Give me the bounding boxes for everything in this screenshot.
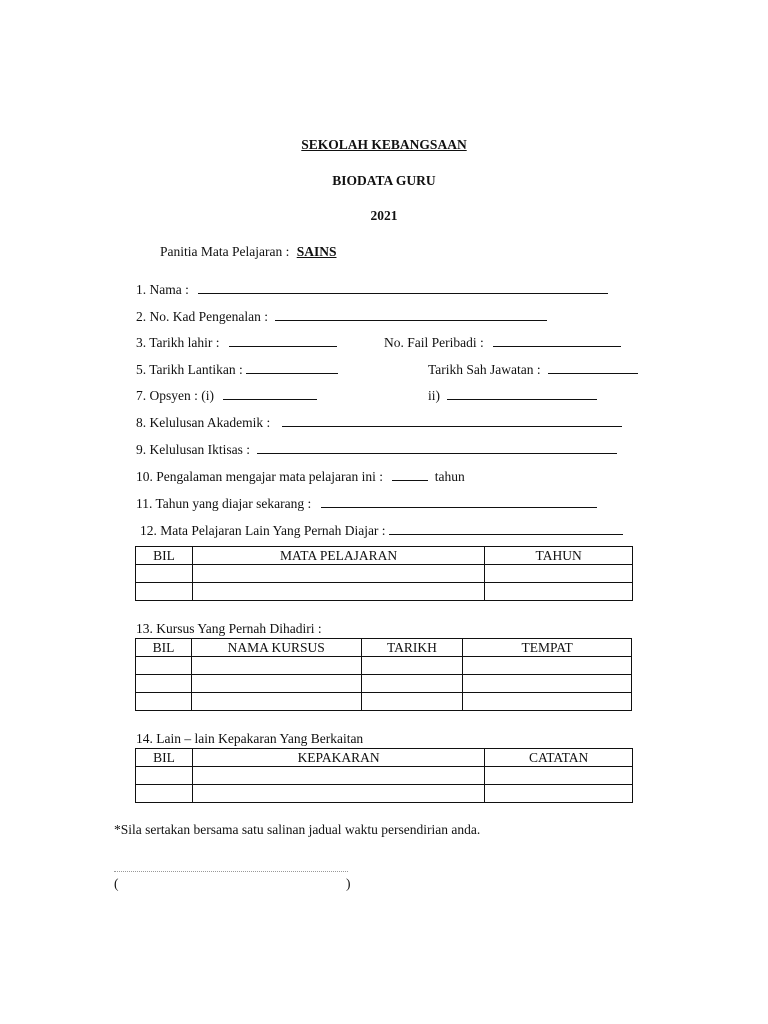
- field-file-input[interactable]: [493, 333, 621, 347]
- table-cell[interactable]: [136, 785, 193, 803]
- table-cell[interactable]: [136, 675, 192, 693]
- field-professional: [136, 440, 617, 458]
- field-ic-label: 2. No. Kad Pengenalan :: [136, 309, 268, 324]
- panel-label: Panitia Mata Pelajaran :: [160, 244, 290, 259]
- field-file: [384, 333, 621, 351]
- col-header-place: TEMPAT: [463, 639, 632, 657]
- field-experience-unit: tahun: [434, 469, 465, 484]
- table-row: [136, 785, 633, 803]
- table-cell[interactable]: [192, 565, 484, 583]
- table-cell[interactable]: [361, 657, 463, 675]
- field-dob-label: 3. Tarikh lahir :: [136, 335, 220, 350]
- field-current-year-label: 11. Tahun yang diajar sekarang :: [136, 496, 312, 511]
- field-other-subjects-input[interactable]: [389, 521, 623, 535]
- field-name-label: 1. Nama :: [136, 282, 189, 297]
- field-appointment-input[interactable]: [246, 360, 338, 374]
- table-cell[interactable]: [191, 693, 361, 711]
- field-confirm-label: Tarikh Sah Jawatan :: [428, 362, 541, 377]
- table-row: [136, 767, 633, 785]
- field-option-1-label: 7. Opsyen : (i): [136, 388, 214, 403]
- table-cell[interactable]: [485, 767, 633, 785]
- expertise-label: 14. Lain – lain Kepakaran Yang Berkaitan: [136, 731, 364, 746]
- signature-line[interactable]: [114, 870, 348, 872]
- table-cell[interactable]: [136, 565, 193, 583]
- field-appointment: [136, 360, 338, 378]
- table-header-row: [136, 639, 632, 657]
- field-professional-input[interactable]: [257, 440, 617, 454]
- field-dob: [136, 333, 337, 351]
- field-name-input[interactable]: [198, 280, 608, 294]
- table-cell[interactable]: [485, 583, 633, 601]
- field-option-2-input[interactable]: [447, 386, 597, 400]
- field-current-year-input[interactable]: [321, 494, 597, 508]
- col-header-expertise: KEPAKARAN: [192, 749, 484, 767]
- col-header-bil: BIL: [136, 547, 193, 565]
- table-cell[interactable]: [191, 657, 361, 675]
- table-row: [136, 583, 633, 601]
- expertise-table: [135, 748, 633, 803]
- field-appointment-label: 5. Tarikh Lantikan :: [136, 362, 243, 377]
- table-cell[interactable]: [361, 693, 463, 711]
- table-cell[interactable]: [485, 785, 633, 803]
- table-cell[interactable]: [463, 675, 632, 693]
- table-row: [136, 693, 632, 711]
- field-professional-label: 9. Kelulusan Iktisas :: [136, 442, 250, 457]
- table-cell[interactable]: [191, 675, 361, 693]
- field-dob-input[interactable]: [229, 333, 337, 347]
- col-header-year: TAHUN: [485, 547, 633, 565]
- field-option-2-label: ii): [428, 388, 440, 403]
- field-experience-label: 10. Pengalaman mengajar mata pelajaran ini :: [136, 469, 384, 484]
- table-cell[interactable]: [136, 657, 192, 675]
- document-title: BIODATA GURU: [332, 173, 436, 188]
- field-experience: [136, 467, 465, 485]
- table-cell[interactable]: [361, 675, 463, 693]
- field-option-1: [136, 386, 317, 404]
- field-academic-label: 8. Kelulusan Akademik :: [136, 415, 271, 430]
- field-ic-input[interactable]: [275, 307, 547, 321]
- field-option-1-input[interactable]: [223, 386, 317, 400]
- table-cell[interactable]: [485, 565, 633, 583]
- subjects-table: [135, 546, 633, 601]
- table-cell[interactable]: [136, 583, 193, 601]
- table-row: [136, 565, 633, 583]
- table-cell[interactable]: [136, 767, 193, 785]
- field-confirm: [428, 360, 638, 378]
- col-header-bil: BIL: [136, 749, 193, 767]
- table-cell[interactable]: [463, 657, 632, 675]
- footer-note: *Sila sertakan bersama satu salinan jadual waktu persendirian anda.: [114, 822, 481, 837]
- field-option-2: [428, 386, 597, 404]
- field-academic: [136, 413, 622, 431]
- field-file-label: No. Fail Peribadi :: [384, 335, 484, 350]
- table-cell[interactable]: [192, 767, 484, 785]
- col-header-bil: BIL: [136, 639, 192, 657]
- field-current-year: [136, 494, 597, 512]
- field-experience-input[interactable]: [392, 467, 428, 481]
- table-header-row: [136, 547, 633, 565]
- col-header-notes: CATATAN: [485, 749, 633, 767]
- col-header-date: TARIKH: [361, 639, 463, 657]
- document-year: 2021: [370, 208, 398, 223]
- table-row: [136, 657, 632, 675]
- courses-label: 13. Kursus Yang Pernah Dihadiri :: [136, 621, 322, 636]
- panel-value: SAINS: [296, 244, 337, 259]
- table-cell[interactable]: [136, 693, 192, 711]
- field-name: [136, 280, 608, 298]
- signature-paren-close: ): [346, 876, 351, 891]
- table-cell[interactable]: [463, 693, 632, 711]
- table-cell[interactable]: [192, 583, 484, 601]
- col-header-subject: MATA PELAJARAN: [192, 547, 484, 565]
- field-confirm-input[interactable]: [548, 360, 638, 374]
- signature-paren-open: (: [114, 876, 119, 891]
- field-academic-input[interactable]: [282, 413, 622, 427]
- field-other-subjects-label: 12. Mata Pelajaran Lain Yang Pernah Diajar :: [140, 523, 386, 538]
- table-cell[interactable]: [192, 785, 484, 803]
- field-ic: [136, 307, 547, 325]
- table-header-row: [136, 749, 633, 767]
- school-title: SEKOLAH KEBANGSAAN: [301, 137, 467, 152]
- table-row: [136, 675, 632, 693]
- panel-row: [160, 244, 337, 260]
- courses-table: [135, 638, 632, 711]
- field-other-subjects: [140, 521, 623, 539]
- col-header-course-name: NAMA KURSUS: [191, 639, 361, 657]
